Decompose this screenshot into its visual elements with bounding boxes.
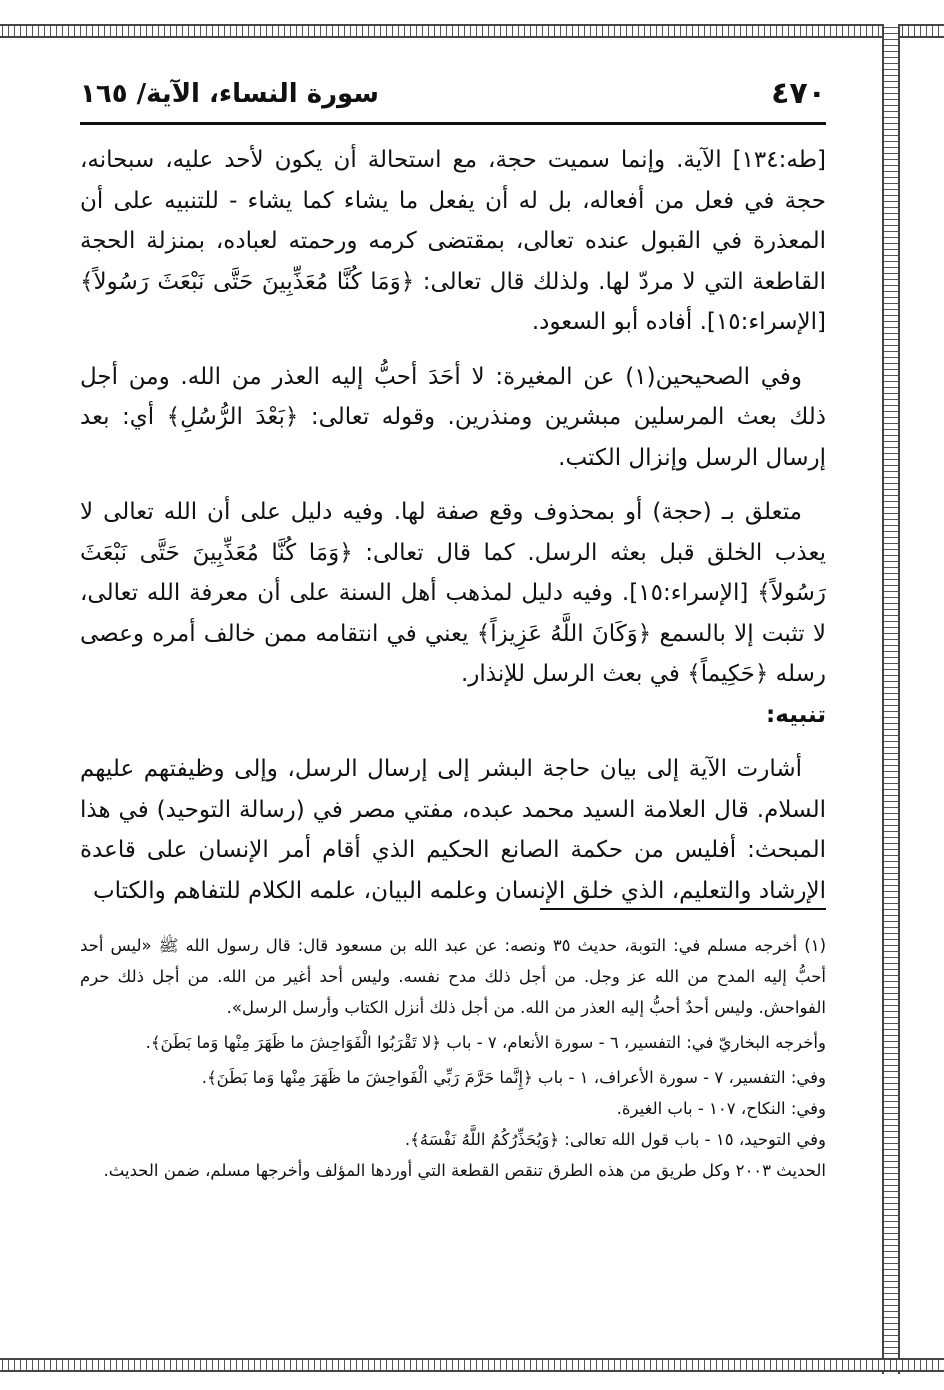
right-ornamental-border bbox=[882, 24, 900, 1374]
section-heading: تنبيه: bbox=[766, 701, 826, 728]
paragraph-1: [طه:١٣٤] الآية. وإنما سميت حجة، مع استحالة أن يكون لأحد عليه، سبحانه، حجة في فعل من أفعاله، بل له أن يفعل ما يشاء كما يشاء - للتنبيه على أن المعذرة في القبول عنده تعالى، بمقتضى كرمه ورحمته لعباده، بمنزلة الحجة القاطعة التي لا مردّ لها. ولذلك قال تعالى: ﴿وَمَا كُنَّا مُعَذِّبِينَ حَتَّى نَبْعَثَ رَسُولاً﴾ [الإسراء:١٥]. أفاده أبو السعود. bbox=[80, 147, 826, 335]
page-header bbox=[80, 76, 826, 116]
page-number: ٤٧٠ bbox=[771, 76, 826, 111]
footnote-line-5: وفي التوحيد، ١٥ - باب قول الله تعالى: ﴿وَيُحَذِّرُكُمُ اللَّهُ نَفْسَهُ﴾. bbox=[404, 1130, 826, 1149]
header-rule bbox=[80, 122, 826, 125]
footnote-line-2: وأخرجه البخاريّ في: التفسير، ٦ - سورة الأنعام، ٧ - باب ﴿لا تَقْرَبُوا الْفَوَاحِشَ ما ظَهَرَ مِنْها وَما بَطَنَ﴾. bbox=[145, 1033, 826, 1052]
bottom-ornamental-border bbox=[0, 1358, 944, 1372]
paragraph-3: متعلق بـ (حجة) أو بمحذوف وقع صفة لها. وفيه دليل على أن الله تعالى لا يعذب الخلق قبل بعثه الرسل. كما قال تعالى: ﴿وَمَا كُنَّا مُعَذِّبِينَ حَتَّى نَبْعَثَ رَسُولاً﴾ [الإسراء:١٥]. وفيه دليل لمذهب أهل السنة على أن معرفة الله تعالى، لا تثبت إلا بالسمع ﴿وَكَانَ اللَّهُ عَزِيزاً﴾ يعني في انتقامه ممن خالف أمره وعصى رسله ﴿حَكِيماً﴾ في بعث الرسل للإنذار. bbox=[80, 499, 827, 687]
footnote-1: (١) أخرجه مسلم في: التوبة، حديث ٣٥ ونصه: عن عبد الله بن مسعود قال: قال رسول الله ﷺ «ليس أحد أحبُّ إليه المدح من الله عز وجل. من أجل ذلك مدح نفسه. وليس أحد أغير من الله. من أجل ذلك حرم الفواحش. وليس أحدٌ أحبُّ إليه العذر من الله. من أجل ذلك أنزل الكتاب وأرسل الرسل». bbox=[80, 936, 826, 1017]
running-title: سورة النساء، الآية/ ١٦٥ bbox=[80, 79, 379, 109]
footnote-line-3: وفي: التفسير، ٧ - سورة الأعراف، ١ - باب ﴿إِنَّما حَرَّمَ رَبِّي الْفَواحِشَ ما ظَهَرَ مِنْها وَما بَطَنَ﴾. bbox=[201, 1068, 826, 1087]
paragraph-2: وفي الصحيحين(١) عن المغيرة: لا أحَدَ أحبُّ إليه العذر من الله. ومن أجل ذلك بعث المرسلين مبشرين ومنذرين. وقوله تعالى: ﴿بَعْدَ الرُّسُلِ﴾ أي: بعد إرسال الرسل وإنزال الكتب. bbox=[80, 363, 826, 471]
main-text bbox=[80, 140, 826, 911]
paragraph-4: أشارت الآية إلى بيان حاجة البشر إلى إرسال الرسل، وإلى وظيفتهم عليهم السلام. قال العلامة السيد محمد عبده، مفتي مصر في (رسالة التوحيد) في هذا المبحث: أفليس من حكمة الصانع الحكيم الذي أقام أمر الإنسان على قاعدة الإرشاد والتعليم، الذي خلق الإنسان وعلمه البيان، علمه الكلام للتفاهم والكتاب bbox=[80, 756, 826, 904]
footnotes bbox=[80, 930, 826, 1186]
footnote-line-6: الحديث ٢٠٠٣ وكل طريق من هذه الطرق تنقص القطعة التي أوردها المؤلف وأخرجها مسلم، ضمن الحديث. bbox=[103, 1161, 826, 1180]
footnote-line-4: وفي: النكاح، ١٠٧ - باب الغيرة. bbox=[616, 1099, 826, 1118]
top-ornamental-border bbox=[0, 24, 944, 38]
footnote-rule bbox=[540, 908, 826, 910]
